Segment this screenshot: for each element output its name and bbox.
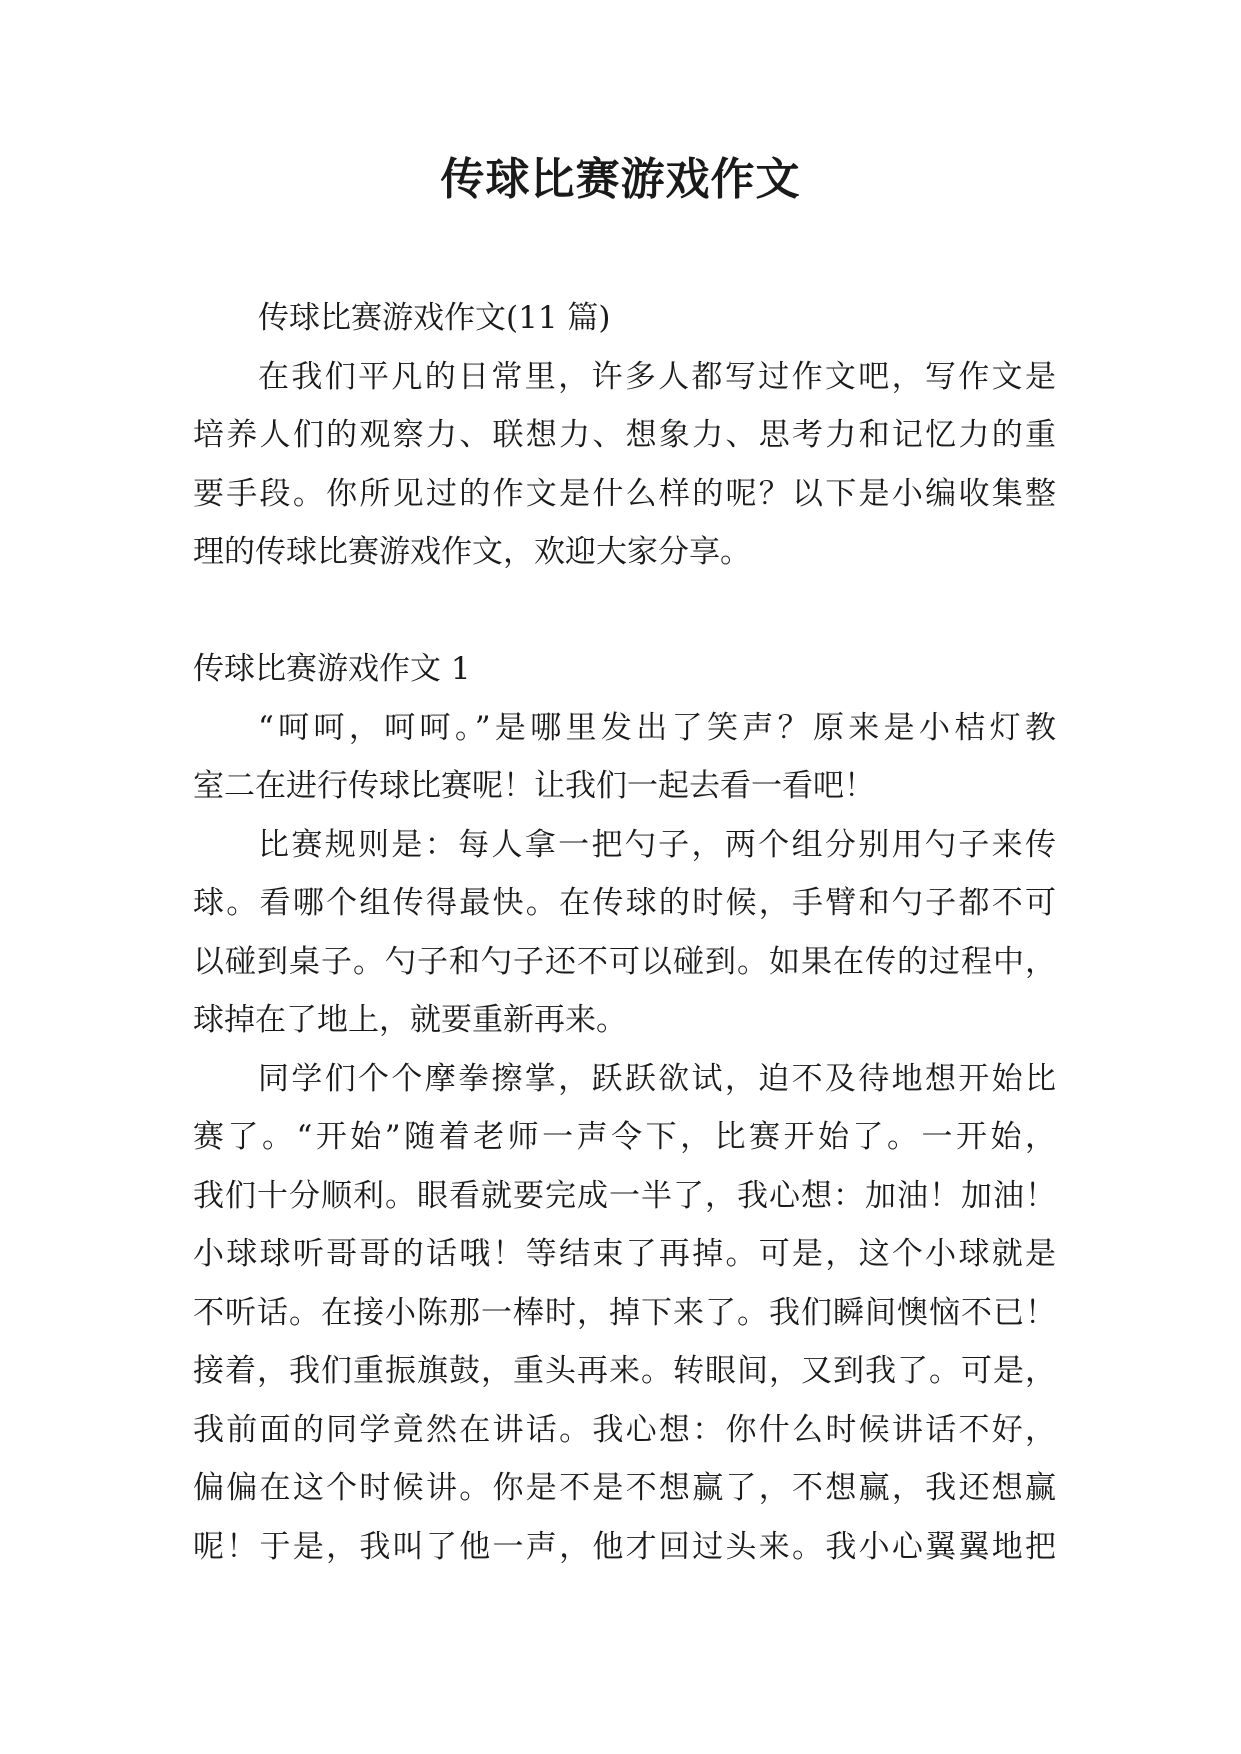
paragraph-text-line: 我前面的同学竟然在讲话。我心想：你什么时候讲话不好，: [193, 1411, 1056, 1448]
paragraph-text-line: 不听话。在接小陈那一棒时，掉下来了。我们瞬间懊恼不已！: [193, 1294, 1056, 1331]
paragraph-text-line: 球掉在了地上，就要重新再来。: [193, 1002, 627, 1038]
document-subtitle: 传球比赛游戏作文(11 篇): [258, 300, 611, 336]
paragraph-text-line: 以碰到桌子。勺子和勺子还不可以碰到。如果在传的过程中，: [193, 943, 1056, 980]
paragraph-text-line: 赛了。“开始”随着老师一声令下，比赛开始了。一开始，: [193, 1119, 1056, 1155]
paragraph-text-line: 比赛规则是：每人拿一把勺子，两个组分别用勺子来传: [258, 826, 1056, 863]
paragraph-text-line: 球。看哪个组传得最快。在传球的时候，手臂和勺子都不可: [193, 885, 1056, 921]
paragraph-text-line: “呵呵，呵呵。”是哪里发出了笑声？原来是小桔灯教: [258, 709, 1056, 746]
paragraph-text-line: 同学们个个摩拳擦掌，跃跃欲试，迫不及待地想开始比: [258, 1060, 1056, 1097]
paragraph-text-line: 偏偏在这个时候讲。你是不是不想赢了，不想赢，我还想赢: [193, 1470, 1056, 1506]
intro-text-line: 要手段。你所见过的作文是什么样的呢？以下是小编收集整: [193, 475, 1056, 512]
section-spacer: [193, 582, 1056, 641]
section-heading: 传球比赛游戏作文 1: [193, 651, 471, 687]
intro-text-line: 理的传球比赛游戏作文，欢迎大家分享。: [193, 534, 751, 570]
intro-text-line: 在我们平凡的日常里，许多人都写过作文吧，写作文是: [258, 358, 1056, 395]
paragraph-text-line: 呢！于是，我叫了他一声，他才回过头来。我小心翼翼地把: [193, 1528, 1056, 1565]
paragraph-text-line: 我们十分顺利。眼看就要完成一半了，我心想：加油！加油！: [193, 1177, 1056, 1214]
page-title: 传球比赛游戏作文: [440, 154, 801, 205]
paragraph-text-line: 接着，我们重振旗鼓，重头再来。转眼间，又到我了。可是，: [193, 1353, 1056, 1389]
intro-text-line: 培养人们的观察力、联想力、想象力、思考力和记忆力的重: [193, 417, 1056, 453]
paragraph-text-line: 小球球听哥哥的话哦！等结束了再掉。可是，这个小球就是: [193, 1236, 1056, 1272]
paragraph-text-line: 室二在进行传球比赛呢！让我们一起去看一看吧！: [193, 768, 875, 804]
document-body: [193, 289, 1056, 1576]
